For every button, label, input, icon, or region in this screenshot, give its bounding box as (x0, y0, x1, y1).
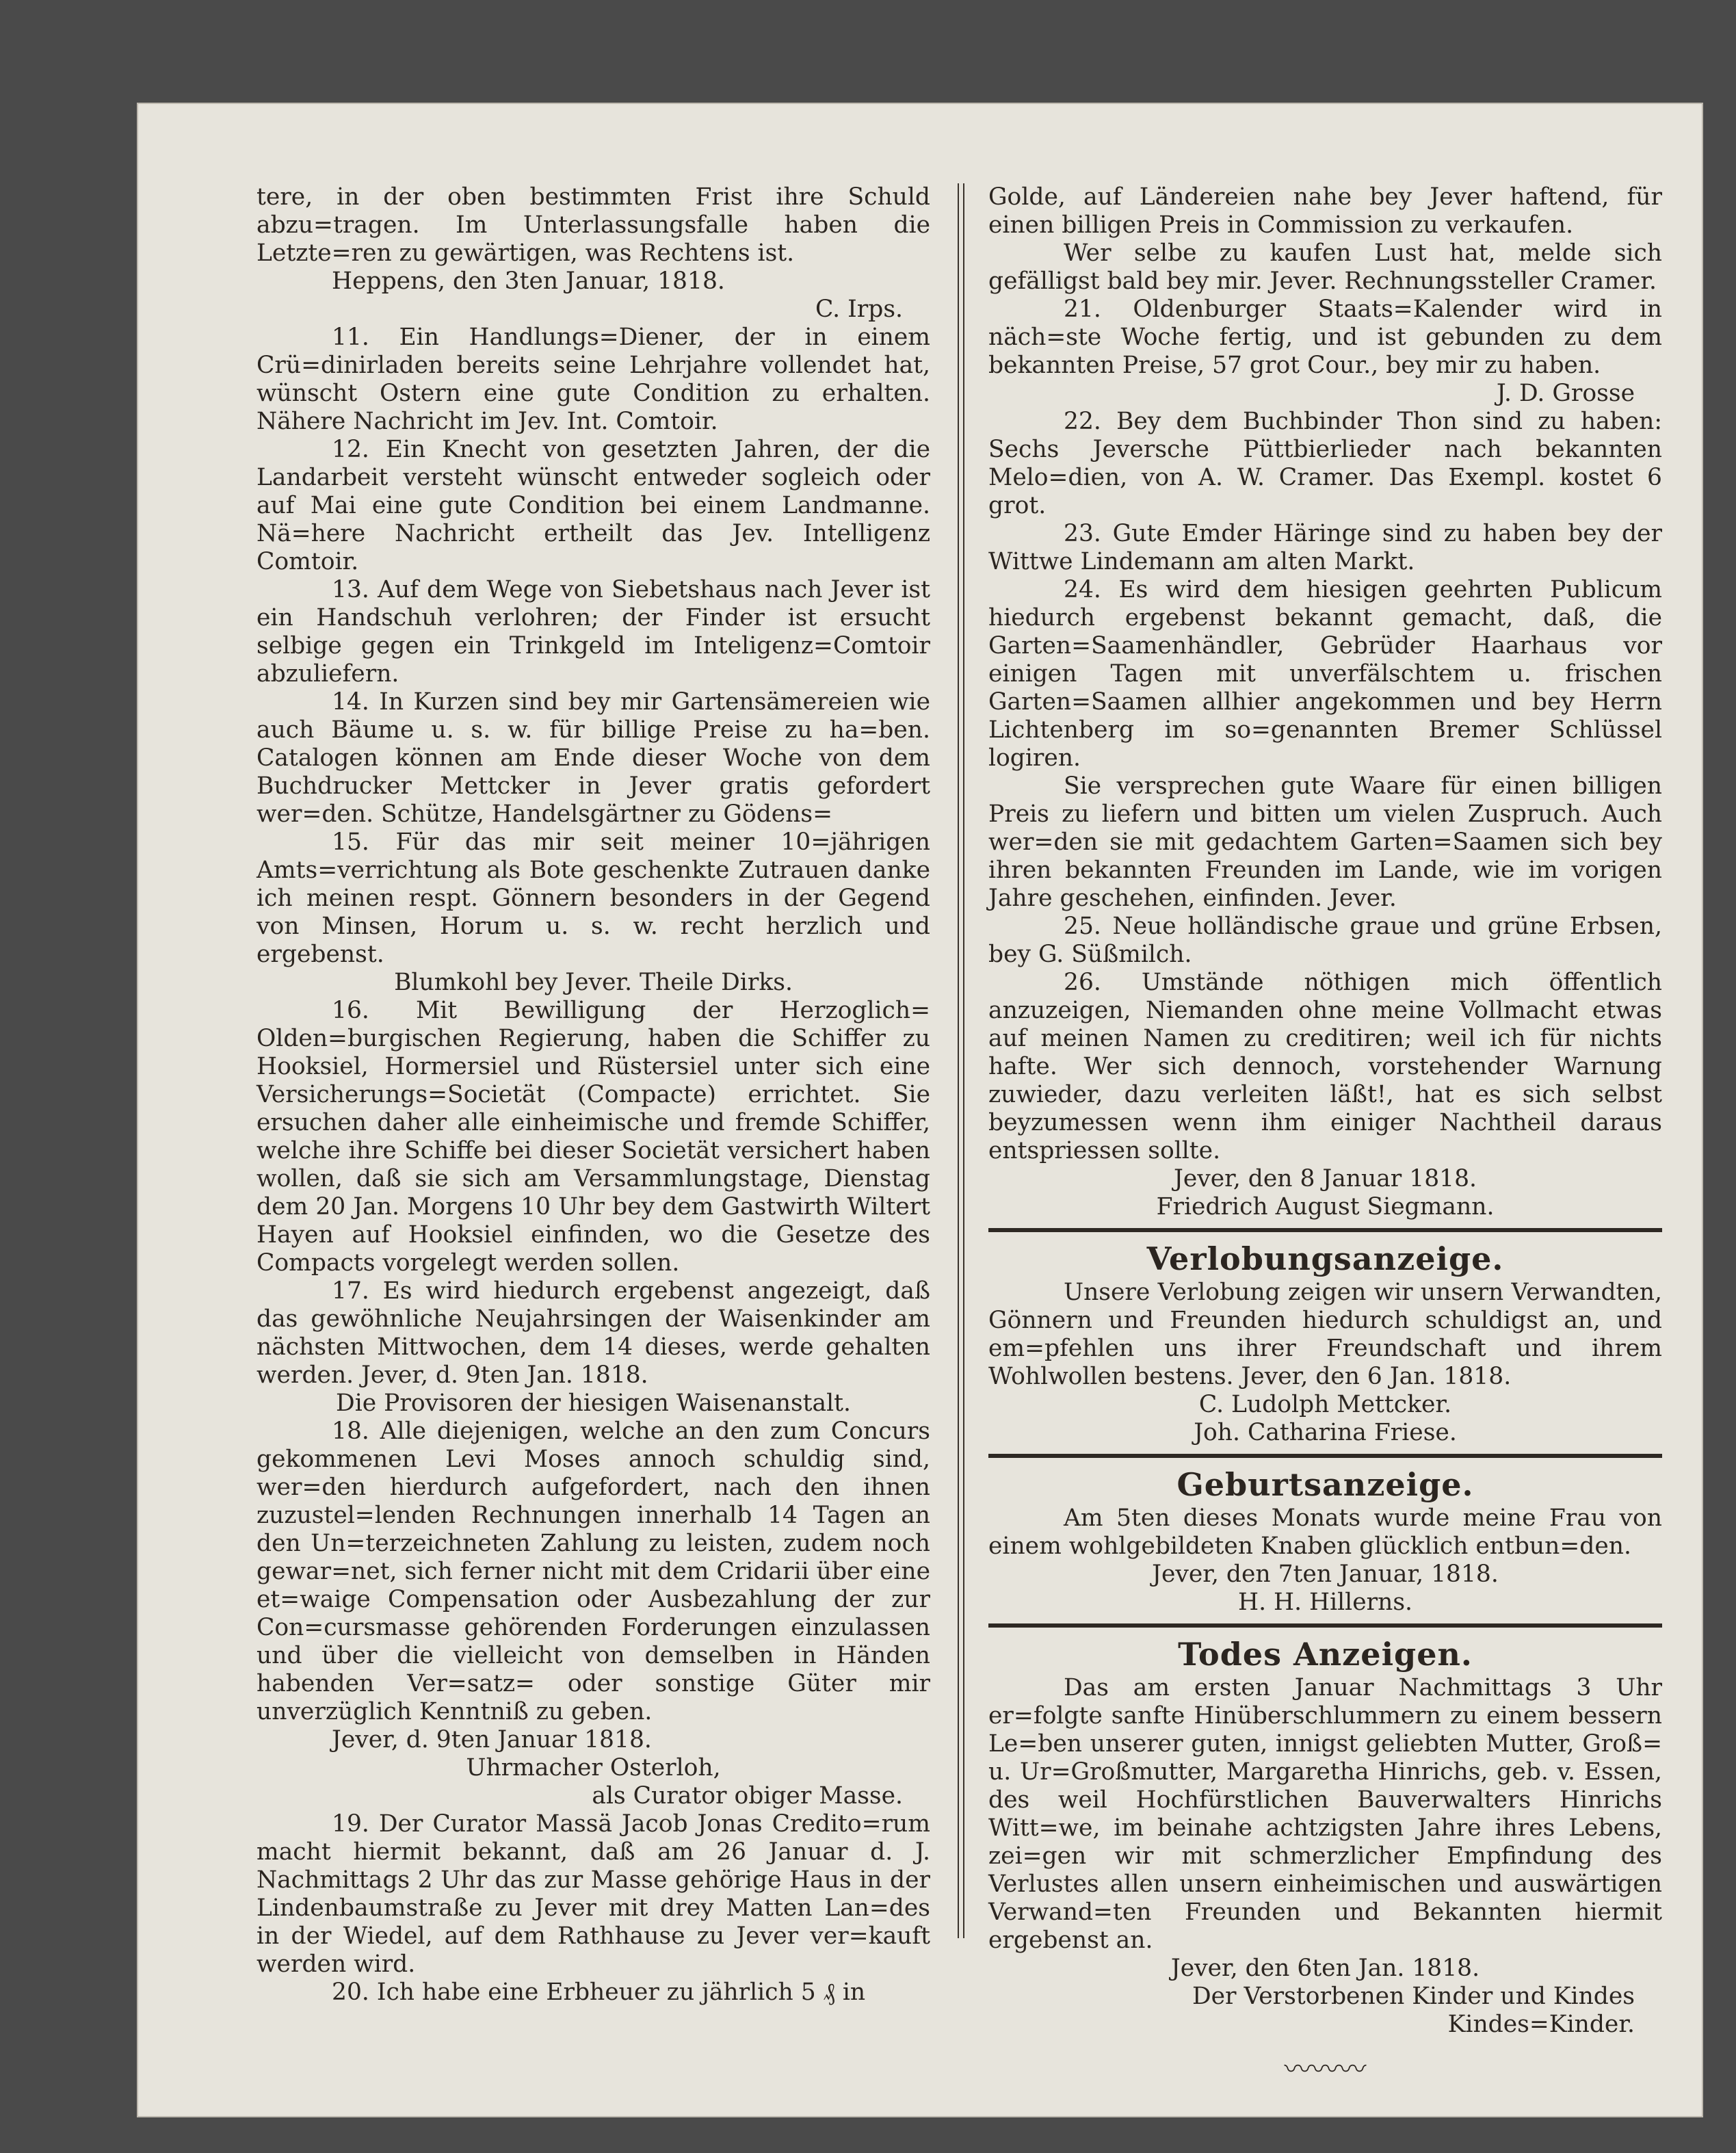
notice-signature: C. Irps. (815, 296, 903, 323)
death-heading: Todes Anzeigen. (1178, 1636, 1473, 1673)
death-signature-1: Der Verstorbenen Kinder und Kindes (1192, 1983, 1635, 2010)
notice-16: 16. Mit Bewilligung der Herzoglich= Olden=burgischen Regierung, haben die Schiffer zu Hooksiel, Hormersiel und Rüstersiel unter sich eine Versicherungs=Societät (Compacte) errichtet. Sie ersuchen daher alle einheimische und fremde Schiffer, welche ihre Schiffe bei dieser Societät versichert haben wollen, daß sie sich am Versammlungstage, Dienstag dem 20 Jan. Morgens 10 Uhr bey dem Gastwirth Wiltert Hayen auf Hooksiel einfinden, wo die Gesetze des Compacts vorgelegt werden sollen. (257, 997, 930, 1277)
notice-date: Heppens, den 3ten Januar, 1818. (332, 268, 725, 295)
notice-12: 12. Ein Knecht von gesetzten Jahren, der die Landarbeit versteht wünscht entweder sogleich oder auf Mai eine gute Condition bei einem Landmanne. Nä=here Nachricht ertheilt das Jev. Intelligenz Comtoir. (257, 436, 930, 575)
left-column (257, 183, 930, 2007)
notice-21-signature: J. D. Grosse (1496, 380, 1635, 407)
notice-24: 24. Es wird dem hiesigen geehrten Publicum hiedurch ergebenst bekannt gemacht, daß, die Garten=Saamenhändler, Gebrüder Haarhaus vor einigen Tagen mit unverfälschtem u. frischen Garten=Saamen allhier angekommen und bey Herrn Lichtenberg im so=genannten Bremer Schlüssel logiren. (988, 576, 1662, 772)
section-rule (988, 1228, 1662, 1232)
birth-body: Am 5ten dieses Monats wurde meine Frau von einem wohlgebildeten Knaben glücklich entbun=den. (988, 1504, 1662, 1560)
death-date: Jever, den 6ten Jan. 1818. (1170, 1955, 1480, 1982)
birth-date: Jever, den 7ten Januar, 1818. (1152, 1561, 1499, 1588)
notice-18: 18. Alle diejenigen, welche an den zum Concurs gekommenen Levi Moses annoch schuldig sind, wer=den hierdurch aufgefordert, nach den ihnen zuzustel=lenden Rechnungen innerhalb 14 Tagen an den Un=terzeichneten Zahlung zu leisten, zudem noch gewar=net, sich ferner nicht mit dem Cridarii über eine et=waige Compensation oder Ausbezahlung der zur Con=cursmasse gehörenden Forderungen einzulassen und über die vielleicht von demselben in Händen habenden Ver=satz= oder sonstige Güter mir unverzüglich Kenntniß zu geben. (257, 1418, 930, 1725)
notice-15-signature: Blumkohl bey Jever. Theile Dirks. (394, 969, 793, 996)
notice-26-signature: Friedrich August Siegmann. (1156, 1193, 1495, 1221)
notice-18-signature: Uhrmacher Osterloh, (466, 1754, 721, 1782)
engagement-body: Unsere Verlobung zeigen wir unsern Verwandten, Gönnern und Freunden hiedurch schuldigst an, und em=pfehlen uns ihrer Freundschaft und ihrem Wohlwollen bestens. Jever, den 6 Jan. 1818. (988, 1279, 1662, 1390)
birth-heading: Geburtsanzeige. (1176, 1466, 1474, 1503)
notice-18-date: Jever, d. 9ten Januar 1818. (332, 1726, 652, 1753)
engagement-signature-2: Joh. Catharina Friese. (1194, 1419, 1457, 1446)
section-rule (988, 1454, 1662, 1458)
engagement-signature-1: C. Ludolph Mettcker. (1198, 1391, 1452, 1418)
right-column (988, 183, 1662, 2087)
notice-20-contact: Wer selbe zu kaufen Lust hat, melde sich gefälligst bald bey mir. Jever. Rechnungssteller Cramer. (988, 239, 1662, 295)
notice-17: 17. Es wird hiedurch ergebenst angezeigt, daß das gewöhnliche Neujahrsingen der Waisenkinder am nächsten Mittwochen, dem 14 dieses, werde gehalten werden. Jever, d. 9ten Jan. 1818. (257, 1277, 930, 1389)
closing-ornament-icon: 〰〰〰 (1284, 2054, 1367, 2085)
notice-14: 14. In Kurzen sind bey mir Gartensämereien wie auch Bäume u. s. w. für billige Preise zu ha=ben. Catalogen können am Ende dieser Woche von dem Buchdrucker Mettcker in Jever gratis gefordert wer=den. Schütze, Handelsgärtner zu Gödens= (257, 688, 930, 828)
notice-20: 20. Ich habe eine Erbheuer zu jährlich 5 ₰ in (332, 1979, 866, 2006)
notice-20-cont: Golde, auf Ländereien nahe bey Jever haftend, für einen billigen Preis in Commission zu verkaufen. (988, 183, 1662, 239)
section-rule (988, 1623, 1662, 1628)
notice-17-signature: Die Provisoren der hiesigen Waisenanstalt. (336, 1389, 851, 1417)
notice-21: 21. Oldenburger Staats=Kalender wird in näch=ste Woche fertig, und ist gebunden zu dem bekannten Preise, 57 grot Cour., bey mir zu haben. (988, 296, 1662, 379)
notice-15: 15. Für das mir seit meiner 10=jährigen Amts=verrichtung als Bote geschenkte Zutrauen danke ich meinen respt. Gönnern besonders in der Gegend von Minsen, Horum u. s. w. recht herzlich und ergebenst. (257, 828, 930, 968)
column-divider (958, 183, 964, 1938)
notice-22: 22. Bey dem Buchbinder Thon sind zu haben: Sechs Jeversche Püttbierlieder nach bekannten Melo=dien, von A. W. Cramer. Das Exempl. kostet 6 grot. (988, 408, 1662, 519)
notice-13: 13. Auf dem Wege von Siebetshaus nach Jever ist ein Handschuh verlohren; der Finder ist ersucht selbige gegen ein Trinkgeld im Inteligenz=Comtoir abzuliefern. (257, 576, 930, 688)
birth-signature: H. H. Hillerns. (1237, 1589, 1413, 1616)
notice-26: 26. Umstände nöthigen mich öffentlich anzuzeigen, Niemanden ohne meine Vollmacht etwas auf meinen Namen zu creditiren; weil ich für nichts hafte. Wer sich dennoch, vorstehender Warnung zuwieder, dazu verleiten läßt!, hat es sich selbst beyzumessen wenn ihm einiger Nachtheil daraus entspriessen sollte. (988, 969, 1662, 1164)
death-body: Das am ersten Januar Nachmittags 3 Uhr er=folgte sanfte Hinüberschlummern zu einem bessern Le=ben unserer guten, innigst geliebten Mutter, Groß= u. Ur=Großmutter, Margaretha Hinrichs, geb. v. Essen, des weil Hochfürstlichen Bauverwalters Hinrichs Witt=we, im beinahe achtzigsten Jahre ihres Lebens, zei=gen wir mit schmerzlicher Empfindung des Verlustes allen unsern einheimischen und auswärtigen Verwand=ten Freunden und Bekannten hiermit ergebenst an. (988, 1674, 1662, 1954)
engagement-heading: Verlobungsanzeige. (1146, 1240, 1504, 1277)
notice-23: 23. Gute Emder Häringe sind zu haben bey der Wittwe Lindemann am alten Markt. (988, 520, 1662, 575)
notice-25: 25. Neue holländische graue und grüne Erbsen, bey G. Süßmilch. (988, 913, 1662, 968)
notice-24-cont: Sie versprechen gute Waare für einen billigen Preis zu liefern und bitten um vielen Zuspruch. Auch wer=den sie mit gedachtem Garten=Saamen sich bey ihren bekannten Freunden im Lande, wie im vorigen Jahre geschehen, einfinden. Jever. (988, 772, 1662, 912)
notice-11: 11. Ein Handlungs=Diener, der in einem Crü=dinirladen bereits seine Lehrjahre vollendet hat, wünscht Ostern eine gute Condition zu erhalten. Nähere Nachricht im Jev. Int. Comtoir. (257, 324, 930, 435)
notice-text: tere, in der oben bestimmten Frist ihre Schuld abzu=tragen. Im Unterlassungsfalle haben die Letzte=ren zu gewärtigen, was Rechtens ist. (257, 183, 930, 267)
death-signature-2: Kindes=Kinder. (1447, 2011, 1635, 2038)
notice-26-date: Jever, den 8 Januar 1818. (1173, 1165, 1477, 1192)
notice-19: 19. Der Curator Massä Jacob Jonas Credito=rum macht hiermit bekannt, daß am 26 Januar d. J. Nachmittags 2 Uhr das zur Masse gehörige Haus in der Lindenbaumstraße zu Jever mit drey Matten Lan=des in der Wiedel, auf dem Rathhause zu Jever ver=kauft werden wird. (257, 1810, 930, 1978)
notice-18-signature-title: als Curator obiger Masse. (592, 1782, 903, 1810)
